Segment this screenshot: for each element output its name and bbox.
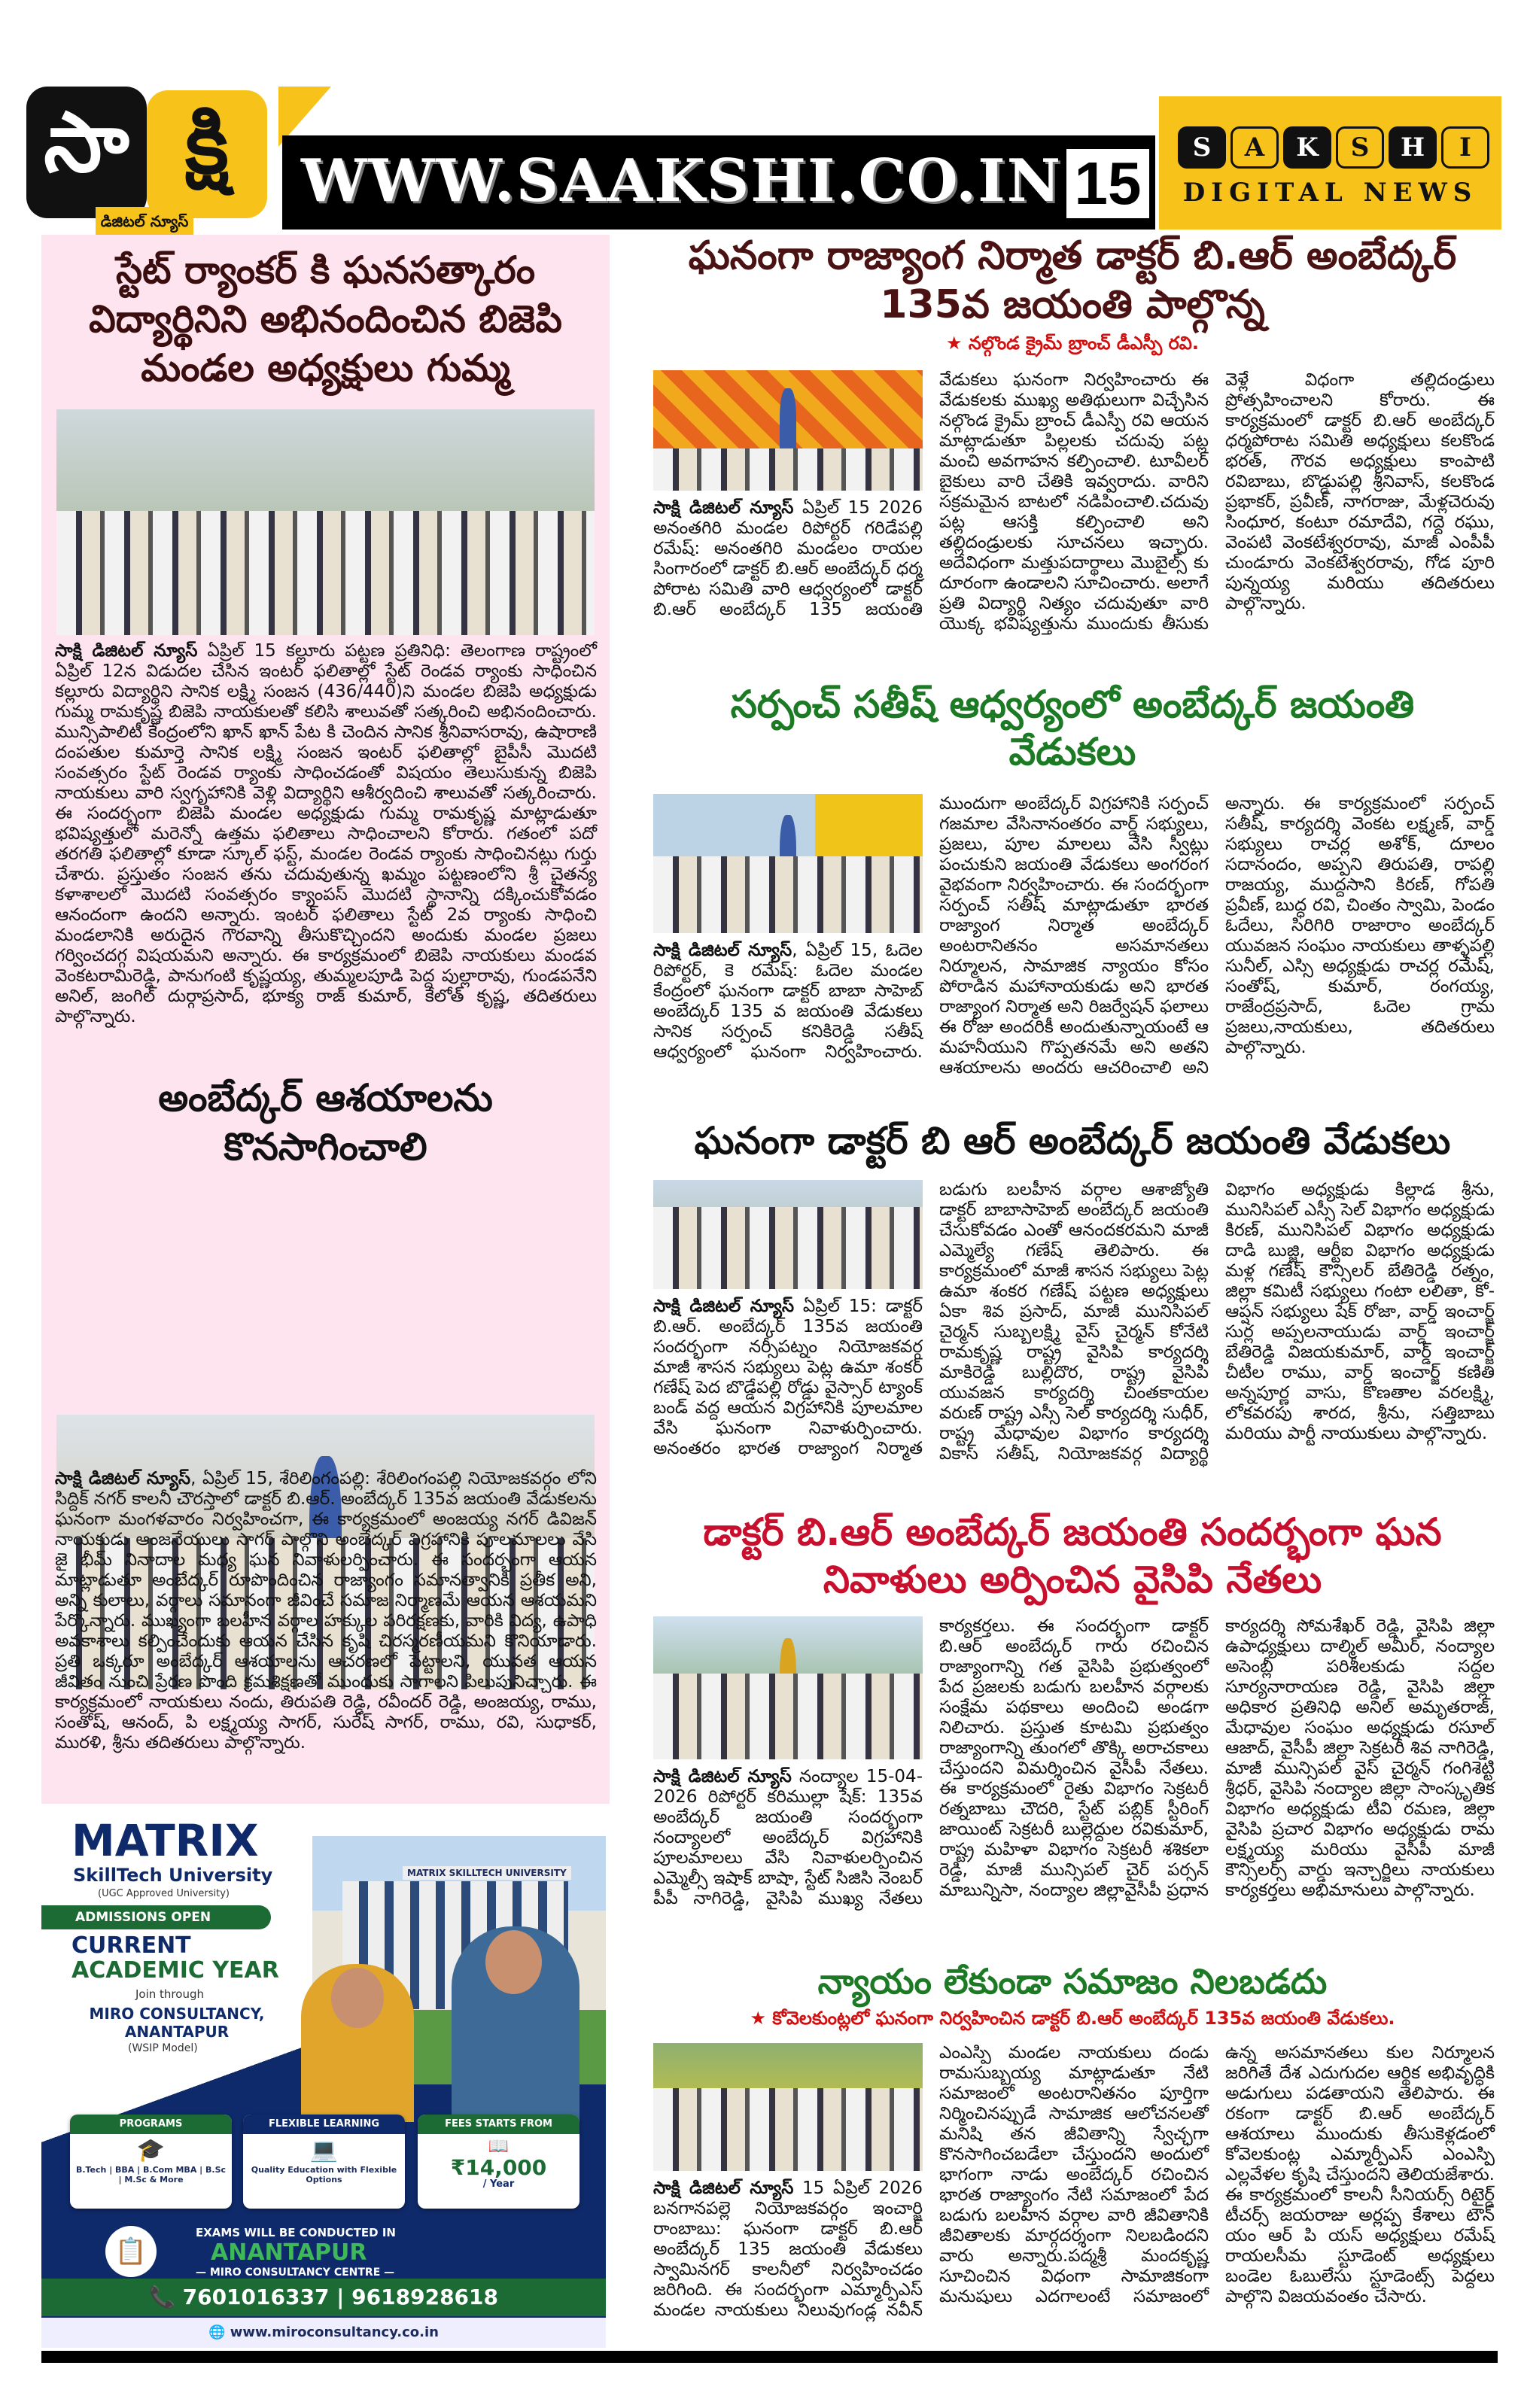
headline-ambedkar-ideals: అంబేద్కర్ ఆశయాలను కొనసాగించాలి <box>158 1076 493 1169</box>
website-link[interactable]: www.miroconsultancy.co.in <box>230 2324 439 2340</box>
card-title: FEES STARTS FROM <box>418 2115 579 2134</box>
headline-sarpanch-satish: సర్పంచ్ సతీష్ ఆధ్వర్యంలో అంబేద్కర్ జయంతి వేడుకలు <box>730 683 1415 774</box>
logo-tagline: డిజిటల్ న్యూస్ <box>96 207 193 239</box>
programs-card <box>70 2115 232 2209</box>
article-text: నంద్యాల 15-04-2026 రిపోర్టర్ కరిముల్లా షేక్: 135వ అంబేద్కర్ జయంతి సందర్భంగా నంద్యాలలో అంబేద్కర్ విగ్రహానికి పూలమాలలు వేసి నివాళులర్పించిన ఎమ్మెల్సీ ఇషాక్ బాషా, స్టేట్ సిజిసి నెంబర్ పీపీ నాగిరెడ్డి, వైసిపి ముఖ్య నేతలు కార్యకర్తలు. ఈ సందర్భంగా డాక్టర్ బి.ఆర్ అంబేద్కర్ గారు రచించిన రాజ్యాంగాన్ని గత వైసిపి ప్రభుత్వంలో పేద ప్రజలకు బడుగు బలహీన వర్గాలకు సంక్షేమ పథకాలు అందించి అండగా నిలిచారు. ప్రస్తుత కూటమి ప్రభుత్వం రాజ్యాంగాన్ని తుంగలో తొక్కి అరాచకాలు చేస్తుందని విమర్శించిన వైసీపీ నేతలు. ఈ కార్యక్రమంలో రైతు విభాగం సెక్రటరీ రత్నబాబు చౌదరి, స్టేట్ పబ్లిక్ స్టీరింగ్ జాయింట్ సెక్రటరీ బుల్లెద్దుల రవికుమార్, రాష్ట్ర మహిళా విభాగం సెక్రటరీ శశికలా రెడ్డి, మాజీ మున్సిపల్ చైర్ పర్సన్ మాబున్నిసా, నంద్యాల జిల్లావైసీపీ ప్రధాన కార్యదర్శి సోమశేఖర్ రెడ్డి, వైసిపి జిల్లా ఉపాధ్యక్షులు దాల్మిల్ అమీర్, నంద్యాల అసెంబ్లీ పరిశీలకుడు సద్దల సూర్యనారాయణ రెడ్డి, వైసిపి జిల్లా అధికార ప్రతినిధి అనిల్ అమృతరాజ్, మేధావుల సంఘం అధ్యక్షుడు రసూల్ ఆజాద్, వైసీపీ జిల్లా సెక్రటరీ శివ నాగిరెడ్డి, మాజీ మున్సిపల్ వైస్ చైర్మన్ గంగిశెట్టి శ్రీధర్, వైసిపి నంద్యాల జిల్లా సాంస్కృతిక విభాగం అధ్యక్షుడు టీవి రమణ, జిల్లా వైసిపి ప్రచార విభాగం అధ్యక్షుడు రామ లక్ష్మయ్య మరియు వైసీపీ మాజీ కౌన్సిలర్స్ వార్డు ఇన్చార్జిలు నాయకులు కార్యకర్తలు అభిమానులు పాల్గొన్నారు. <box>653 1616 1495 1908</box>
reader-icon: 📖 <box>488 2137 510 2156</box>
sakshi-logo <box>26 87 275 233</box>
card-text: B.Tech | BBA | B.Com MBA | B.Sc | M.Sc & More <box>75 2165 227 2185</box>
ad-line2: ACADEMIC YEAR <box>71 1957 279 1984</box>
headline-constitution-architect: ఘనంగా రాజ్యాంగ నిర్మాత డాక్టర్ బి.ఆర్ అంబేద్కర్ 135వ జయంతి పాల్గొన్న <box>688 233 1457 327</box>
globe-icon: 🌐 <box>208 2324 230 2340</box>
dateline: సాక్షి డిజిటల్ న్యూస్ <box>653 498 794 518</box>
article-text: ఏప్రిల్ 15 కల్లూరు పట్టణ ప్రతినిధి: తెలంగాణ రాష్ట్రంలో ఏప్రిల్ 12న విడుదల చేసిన ఇంటర్ ఫలితాల్లో స్టేట్ రెండవ ర్యాంకు సాధించిన కల్లూరు విద్యార్థిని సానిక లక్ష్మి సంజన (436/440)ని మండల బిజెపి అధ్యక్షుడు గుమ్మ రామకృష్ణ బిజెపి నాయకులతో కలిసి శాలువతో సత్కరించి అభినందించారు. మున్సిపాలిటీ కేంద్రంలోని ఖాన్ ఖాన్ పేట కి చెందిన సానిక శ్రీనివాసరావు, ఉషారాణి దంపతుల కుమార్తె సానిక లక్ష్మి సంజన ఇంటర్ ఫలితాల్లో బైపీసీ మొదటి సంవత్సరం స్టేట్ రెండవ ర్యాంకు సాధించడంతో విషయం తెలుసుకున్న బిజెపి నాయకులు వారి స్వగృహానికి వెళ్లి విద్యార్థిని ఆశీర్వదించి శాలువతో సత్కరించారు. ఈ సందర్భంగా బిజెపి మండల అధ్యక్షుడు గుమ్మ రామకృష్ణ మాట్లాడుతూ భవిష్యత్తులో మరెన్నో ఉత్తమ ఫలితాలు సాధించాలని కోరారు. గతంలో పదో తరగతి ఫలితాల్లో కూడా స్కూల్ ఫస్ట్, మండల రెండవ ర్యాంకు సాధించినట్లు గుర్తు చేశారు. ప్రస్తుతం సంజన తను చదువుతున్న ఖమ్మం పట్టణంలోని శ్రీ చైతన్య కళాశాలలో మొదటి సంవత్సరం క్యాంపస్ మొదటి స్థానాన్ని దక్కించుకోవడం ఆనందంగా ఉందని అన్నారు. ఇంటర్ ఫలితాలు స్టేట్ 2వ ర్యాంకు సాధించి మండలానికి అరుదైన గౌరవాన్ని తీసుకొచ్చిందని అందుకు మండల ప్రజలు గర్వించదగ్గ విషయమని అన్నారు. ఈ కార్యక్రమంలో బిజెపి నాయకులు మండవ వెంకటరామిరెడ్డి, పానుగంటి కృష్ణయ్య, తుమ్మలపూడి పెద్ద పుల్లారావు, గుండపనేని అనిల్, జంగిల్ దుర్గాప్రసాద్, భూక్య రాజ్ కుమార్, కేలోత్ కృష్ణ, తదితరులు పాల్గొన్నారు. <box>55 641 598 1026</box>
card-text: Quality Education with Flexible Options <box>251 2165 397 2185</box>
page-number: 15 <box>1066 149 1149 218</box>
photo-swaminagar-colony <box>653 2043 923 2171</box>
dateline: సాక్షి డిజిటల్ న్యూస్ <box>653 2178 794 2198</box>
headline-state-ranker: స్టేట్ ర్యాంకర్ కి ఘనసత్కారం విద్యార్థినిని అభినందించిన బిజెపి మండల అధ్యక్షులు గుమ్మ <box>89 248 562 390</box>
subheadline-kovelakuntla: ★ కోవెలకుంట్లలో ఘనంగా నిర్వహించిన డాక్టర్ బి.ఆర్ అంబేద్కర్ 135వ జయంతి వేడుకలు. <box>750 2008 1395 2029</box>
brand-letter: I <box>1441 126 1489 169</box>
phone-bar[interactable]: 📞 7601016337 | 9618928618 <box>41 2279 606 2316</box>
left-column-panel <box>41 235 610 1804</box>
bottom-rule <box>41 2351 1498 2363</box>
article-body-justice-society <box>653 2043 1495 2329</box>
article-text: ఏప్రిల్ 15 2026 అనంతగిరి మండల రిపోర్టర్ గరిడేపల్లి రమేష్: అనంతగిరి మండలం రాయల సింగారంలో డాక్టర్ బి.ఆర్ అంబేద్కర్ ధర్మ పోరాట సమితి వారి ఆధ్వర్యంలో డాక్టర్ బి.ఆర్ అంబేద్కర్ 135 జయంతి వేడుకలు ఘనంగా నిర్వహించారు ఈ వేడుకలకు ముఖ్య అతిథులుగా విచ్చేసిన నల్గొండ క్రైమ్ బ్రాంచ్ డీఎస్పీ రవి ఆయన మాట్లాడుతూ పిల్లలకు చదువు పట్ల మంచి అవగాహన కల్పించాలి. టూవీలర్ బైకులు వారి చేతికి ఇవ్వరాదు. వారిని సక్రమమైన బాటలో నడిపించాలి.చదువు పట్ల ఆసక్తి కల్పించాలి అని తల్లిదండ్రులకు సూచనలు ఇచ్చారు. అదేవిధంగా మత్తుపదార్థాలు మొబైల్స్ కు దూరంగా ఉండాలని సూచించారు. అలాగే ప్రతి విద్యార్థి నిత్యం చదువుతూ వారి యొక్క భవిష్యత్తును ముందుకు తీసుకు వెళ్లే విధంగా తల్లిదండ్రులు ప్రోత్సహించాలని కోరారు. ఈ కార్యక్రమంలో డాక్టర్ బి.ఆర్ అంబేద్కర్ ధర్మపోరాట సమితి అధ్యక్షులు కలకొండ భరత్, గౌరవ అధ్యక్షులు కాంపాటి రవిబాబు, బొడ్డుపల్లి శ్రీనివాస్, కలకొండ ప్రభాకర్, ప్రవీణ్, నాగరాజు, మేళ్లచెరువు సింధూర, కంటూ రమాదేవి, గద్దె రఘు, వెంపటి వెంకటేశ్వరరావు, మాజీ ఎంపీపీ చుండూరు వెంకటేశ్వరరావు, గోడ పూరి పున్నయ్య మరియు తదితరులు పాల్గొన్నారు. <box>653 370 1495 634</box>
subheadline-dsp-ravi: ★ నల్గొండ క్రైమ్ బ్రాంచ్ డీఎస్పీ రవి. <box>945 333 1199 354</box>
article-text: 15 ఏప్రిల్ 2026 బనగానపల్లె నియోజకవర్గం ఇంచార్జి రాంబాబు: ఘనంగా డాక్టర్ బి.ఆర్ అంబేద్కర్ 135 జయంతి వేడుకలు స్వామినగర్ కాలనీలో నిర్వహించడం జరిగింది. ఈ సందర్భంగా ఎమ్మార్పీఎస్ మండల నాయకులు నిలువుగండ్ల నవీన్ ఎంఎస్పి మండల నాయకులు దండు రామసుబ్బయ్య మాట్లాడుతూ నేటి సమాజంలో అంటరానితనం పూర్తిగా నిర్మించినప్పుడే సామాజిక ఆలోచనలతో మనిషి తన జీవితాన్ని స్వేచ్ఛగా కొనసాగించబడేలా చేస్తుందని అందులో భాగంగా నాడు అంబేద్కర్ రచించిన భారత రాజ్యాంగం నేటి సమాజంలో పేద బడుగు బలహీన వర్గాల వారి జీవితానికి జీవితాలకు మార్గదర్శంగా నిలబడిందని వారు అన్నారు.పద్మశ్రీ మందకృష్ణ సూచించిన విధంగా సామాజికంగా మనుషులు ఎదగాలంటే సమాజంలో ఉన్న అసమానతలు కుల నిర్మూలన జరిగితే దేశ ఎదుగుదల ఆర్థిక అభివృద్ధికి అడుగులు పడతాయని తెలిపారు. ఈ రకంగా డాక్టర్ బి.ఆర్ అంబేద్కర్ ఆశయాలు ముందుకు తీసుకెళ్లడంలో కోవెలకుంట్ల ఎమ్మార్పీఎస్ ఎంఎస్పి ఎల్లవేళల కృషి చేస్తుందని తెలియజేశారు. ఈ కార్యక్రమంలో కాలనీ సీనియర్స్ రిటైర్డ్ టీచర్స్ జయరాజు అర్లప్ప కేశాలు టౌన్ యం ఆర్ పి యస్ అధ్యక్షులు రమేష్ రాయలసీమ స్టూడెంట్ అధ్యక్షులు బండెల ఓబులేసు స్టూడెంట్స్ పెద్దలు పాల్గొని విజయవంతం చేసారు. <box>653 2043 1495 2320</box>
brand-letter: S <box>1336 126 1384 169</box>
article-text: , ఏప్రిల్ 15, శేరిలింగంపల్లి: శేరిలింగంపల్లి నియోజకవర్గం లోని సిద్దిక్ నగర్ కాలనీ చౌరస్తాలో డాక్టర్ బి.ఆర్. అంబేద్కర్ 135వ జయంతి వేడుకలను ఘనంగా మంగళవారం నిర్వహించగా, ఈ కార్యక్రమంలో అంజయ్య నగర్ డివిజన్ నాయకుడు ఆంజనేయులు సాగర్ పాల్గొని అంబేద్కర్ విగ్రహానికి పూలమాలలు వేసి జై భీమ్ నినాదాల మధ్య ఘన నివాళులర్పించారు. ఈ సందర్భంగా ఆయన మాట్లాడుతూ అంబేద్కర్ రూపొందించిన రాజ్యాంగం సమానత్వానికి ప్రతీక అని, అన్ని కులాలు, వర్గాలు సమానంగా జీవించే సమాజ నిర్మాణమే ఆయన ఆశయమని పేర్కొన్నారు. ముఖ్యంగా బలహీన వర్గాల హక్కుల పరిరక్షణకు, వారికి విద్య, ఉపాధి అవకాశాలు కల్పించేందుకు ఆయన చేసిన కృషి చిరస్మరణీయమని కొనియాడారు. ప్రతి ఒక్కరూ అంబేద్కర్ ఆశయాలను ఆచరణలో పెట్టాలని, యువత ఆయన జీవితం నుంచి ప్రేరణ పొంది క్రమశిక్షణతో ముందుకు సాగాలని పిలుపునిచ్చారు. ఈ కార్యక్రమంలో నాయకులు నందు, తిరుపతి రెడ్డి, రవీందర్ రెడ్డి, అంజయ్య, రాము, సంతోష్, ఆనంద్, పి లక్ష్మయ్య సాగర్, సురేష్ సాగర్, రాము, రవి, సుధాకర్, మురళి, శ్రీను తదితరులు పాల్గొన్నారు. <box>55 1469 597 1753</box>
ad-brand: MATRIX <box>71 1815 259 1866</box>
ad-model: (WSIP Model) <box>128 2042 198 2054</box>
laptop-learner-icon: 💻 <box>309 2137 339 2163</box>
article-body-state-ranker <box>55 641 597 1027</box>
exams-city: ANANTAPUR <box>211 2239 367 2266</box>
phone-number[interactable]: 7601016337 <box>182 2285 330 2309</box>
brand-letter: A <box>1230 126 1279 169</box>
ad-university: SkillTech University <box>73 1865 273 1886</box>
ad-line1: CURRENT <box>71 1932 191 1959</box>
headline-ycp-tribute: డాక్టర్ బి.ఆర్ అంబేద్కర్ జయంతి సందర్భంగా ఘన నివాళులు అర్పించిన వైసిపి నేతలు <box>703 1510 1442 1601</box>
logo-right-glyph: క్షి <box>147 90 267 218</box>
exams-banner <box>41 2220 606 2284</box>
headline-grand-jayanti: ఘనంగా డాక్టర్ బి ఆర్ అంబేద్కర్ జయంతి వేడుకలు <box>694 1119 1451 1163</box>
brand-letter: K <box>1283 126 1331 169</box>
brand-subtitle: DIGITAL NEWS <box>1182 178 1478 208</box>
dateline: సాక్షి డిజిటల్ న్యూస్ <box>55 1469 191 1488</box>
sakshi-digital-news-badge <box>1159 96 1501 230</box>
campus-sign: MATRIX SKILLTECH UNIVERSITY <box>403 1866 571 1880</box>
fee-period: / Year <box>482 2178 515 2190</box>
headline-justice-society: న్యాయం లేకుండా సమాజం నిలబడదు <box>817 1961 1328 2002</box>
article-body-constitution-architect <box>653 370 1495 671</box>
flexible-learning-card <box>243 2115 405 2209</box>
admissions-open-banner: ADMISSIONS OPEN <box>41 1905 271 1929</box>
ad-join: Join through <box>135 1987 204 2001</box>
website-bar[interactable] <box>41 2318 606 2348</box>
brand-letter: S <box>1178 126 1226 169</box>
photo-nandyal-statue <box>653 1616 923 1759</box>
logo-left-glyph: సా <box>26 87 147 218</box>
ad-consultancy: MIRO CONSULTANCY, ANANTAPUR <box>89 2005 265 2041</box>
article-text: , ఏప్రిల్ 15, ఓదెల రిపోర్టర్, కె రమేష్: ఓదెల మండల కేంద్రంలో ఘనంగా డాక్టర్ బాబా సాహెబ్ అంబేద్కర్ 135 వ జయంతి వేడుకలు సానిక సర్పంచ్ కనికిరెడ్డి సతీష్ ఆధ్వర్యంలో ఘనంగా నిర్వహించారు. ముందుగా అంబేద్కర్ విగ్రహానికి సర్పంచ్ గజమాల వేసినానంతరం వార్డ్ సభ్యులు, ప్రజలు, పూల మాలలు వేసి స్వీట్లు పంచుకుని జయంతి వేడుకలు అంగరంగ వైభవంగా నిర్వహించారు. ఈ సందర్భంగా సర్పంచ్ సతీష్ మాట్లాడుతూ భారత రాజ్యాంగ నిర్మాత అంబేద్కర్ అంటరానితనం అసమానతలు నిర్మూలన, సామాజిక న్యాయం కోసం పోరాడిన మహానాయకుడు అని భారత రాజ్యాంగ నిర్మాత అని రిజర్వేషన్ ఫలాలు ఈ రోజు అందరికీ అందుతున్నాయంటే ఆ మహనీయుని గొప్పతనమే అని అతని ఆశయాలను అందరు ఆచరించాలి అని అన్నారు. ఈ కార్యక్రమంలో సర్పంచ్ సతీష్, కార్యదర్శి వెంకట లక్ష్మణ్, వార్డ్ సభ్యులు రాచర్ల అశోక్, దూలం సదానందం, అప్పని తిరుపతి, రాపల్లి రాజయ్య, ముద్దసాని కిరణ్, గోపతి ప్రవీణ్, బుద్ధ రవి, చింతం స్వామి, పెండం ఓదేలు, సిరిగిరి రాజారాం అంబేద్కర్ యువజన సంఘం నాయకులు తాళ్ళపల్లి సునీల్, ఎస్సి అధ్యక్షుడు రాచర్ల రమేష్, సంతోష్, కుమార్, రంగయ్య, రాజేంద్రప్రసాద్, ఓదెల గ్రామ ప్రజలు,నాయకులు, తదితరులు పాల్గొన్నారు. <box>653 794 1495 1078</box>
masthead-banner <box>282 135 1155 230</box>
article-text: ఏప్రిల్ 15: డాక్టర్ బి.ఆర్. అంబేద్కర్ 135వ జయంతి సందర్భంగా నర్సీపట్నం నియోజకవర్గ మాజీ శాసన సభ్యులు పెట్ల ఉమా శంకర్ గణేష్ పెద బొడ్డేపల్లి రోడ్డు వైస్సార్ ట్యాంక్ బండ్ వద్ద ఆయన విగ్రహానికి పూలమాల వేసి ఘనంగా నివాళుర్పించారు. అనంతరం భారత రాజ్యాంగ నిర్మాత బడుగు బలహీన వర్గాల ఆశాజ్యోతి డాక్టర్ బాబాసాహెబ్ అంబేద్కర్ జయంతి చేసుకోవడం ఎంతో ఆనందకరమని మాజీ ఎమ్మెల్యే గణేష్ తెలిపారు. ఈ కార్యక్రమంలో మాజీ శాసన సభ్యులు పెట్ల ఉమా శంకర గణేష్ పట్టణ అధ్యక్షులు ఏకా శివ ప్రసాద్, మాజీ మునిసిపల్ చైర్మన్ సుబ్బలక్ష్మి వైస్ చైర్మన్ కోనేటి రామకృష్ణ రాష్ట్ర వైసిపి కార్యదర్శి మాకిరెడ్డి బుల్లిదొర, రాష్ట్ర వైసిపి యువజన కార్యదర్శి చింతకాయల వరుణ్ రాష్ట్ర ఎస్సీ సెల్ కార్యదర్శి సుధీర్, రాష్ట్ర మేధావుల విభాగం కార్యదర్శి వికాస్ సతీష్, నియోజకవర్గ విద్యార్థి విభాగం అధ్యక్షుడు కిల్లాడ శ్రీను, మునిసిపల్ ఎస్సీ సెల్ విభాగం అధ్యక్షుడు కిరణ్, మునిసిపల్ విభాగం అధ్యక్షుడు దాడి బుజ్జి, ఆర్టీఐ విభాగం అధ్యక్షుడు మళ్ల గణేష్ కౌన్సిలర్ బేతిరెడ్డి రత్నం, జిల్లా కమిటీ సభ్యులు గంటా లలితా, కో-ఆప్షన్ సభ్యులు షేక్ రోజా, వార్డ్ ఇంచార్జ్ సుర్ల అప్పలనాయుడు వార్డ్ ఇంచార్జ్ బేతిరెడ్డి విజయకుమార్, వార్డ్ ఇంచార్జ్ చీటీల రాము, వార్డ్ ఇంచార్జ్ కణితి అన్నపూర్ణ వాసు, కొణతాల వరలక్ష్మి, లోకవరపు శారద, శ్రీను, సత్తిబాబు మరియు పార్టీ నాయుకులు పాల్గొన్నారు. <box>653 1180 1495 1464</box>
dateline: సాక్షి డిజిటల్ న్యూస్ <box>653 1297 794 1316</box>
brand-letter: H <box>1389 126 1437 169</box>
card-title: PROGRAMS <box>70 2115 232 2134</box>
fees-card <box>418 2115 579 2209</box>
article-body-ambedkar-ideals <box>55 1469 597 1753</box>
dateline: సాక్షి డిజిటల్ న్యూస్ <box>653 941 792 960</box>
article-body-sarpanch-satish <box>653 794 1495 1110</box>
photo-tank-bund-group <box>653 1180 923 1289</box>
exams-centre: — MIRO CONSULTANCY CENTRE — <box>196 2267 395 2279</box>
exams-line: EXAMS WILL BE CONDUCTED IN <box>196 2226 396 2239</box>
fee-amount: ₹14,000 <box>450 2155 547 2180</box>
photo-statue-stage <box>653 370 923 491</box>
phone-number[interactable]: 9618928618 <box>351 2285 498 2309</box>
clipboard-icon: 📋 <box>105 2226 157 2277</box>
graduation-books-icon: 🎓 <box>136 2137 166 2163</box>
dateline: సాక్షి డిజిటల్ న్యూస్ <box>55 641 198 661</box>
photo-felicitation <box>56 409 595 635</box>
phone-icon: 📞 <box>148 2285 183 2309</box>
dateline: సాక్షి డిజిటల్ న్యూస్ <box>653 1767 792 1786</box>
article-body-grand-jayanti <box>653 1180 1495 1496</box>
article-body-ycp-tribute <box>653 1616 1495 1947</box>
ad-approval: (UGC Approved University) <box>98 1888 230 1899</box>
website-url: WWW.SAAKSHI.CO.IN <box>301 147 1063 215</box>
photo-odela-celebration <box>653 794 923 933</box>
card-title: FLEXIBLE LEARNING <box>243 2115 405 2134</box>
matrix-university-advertisement[interactable] <box>41 1806 606 2348</box>
